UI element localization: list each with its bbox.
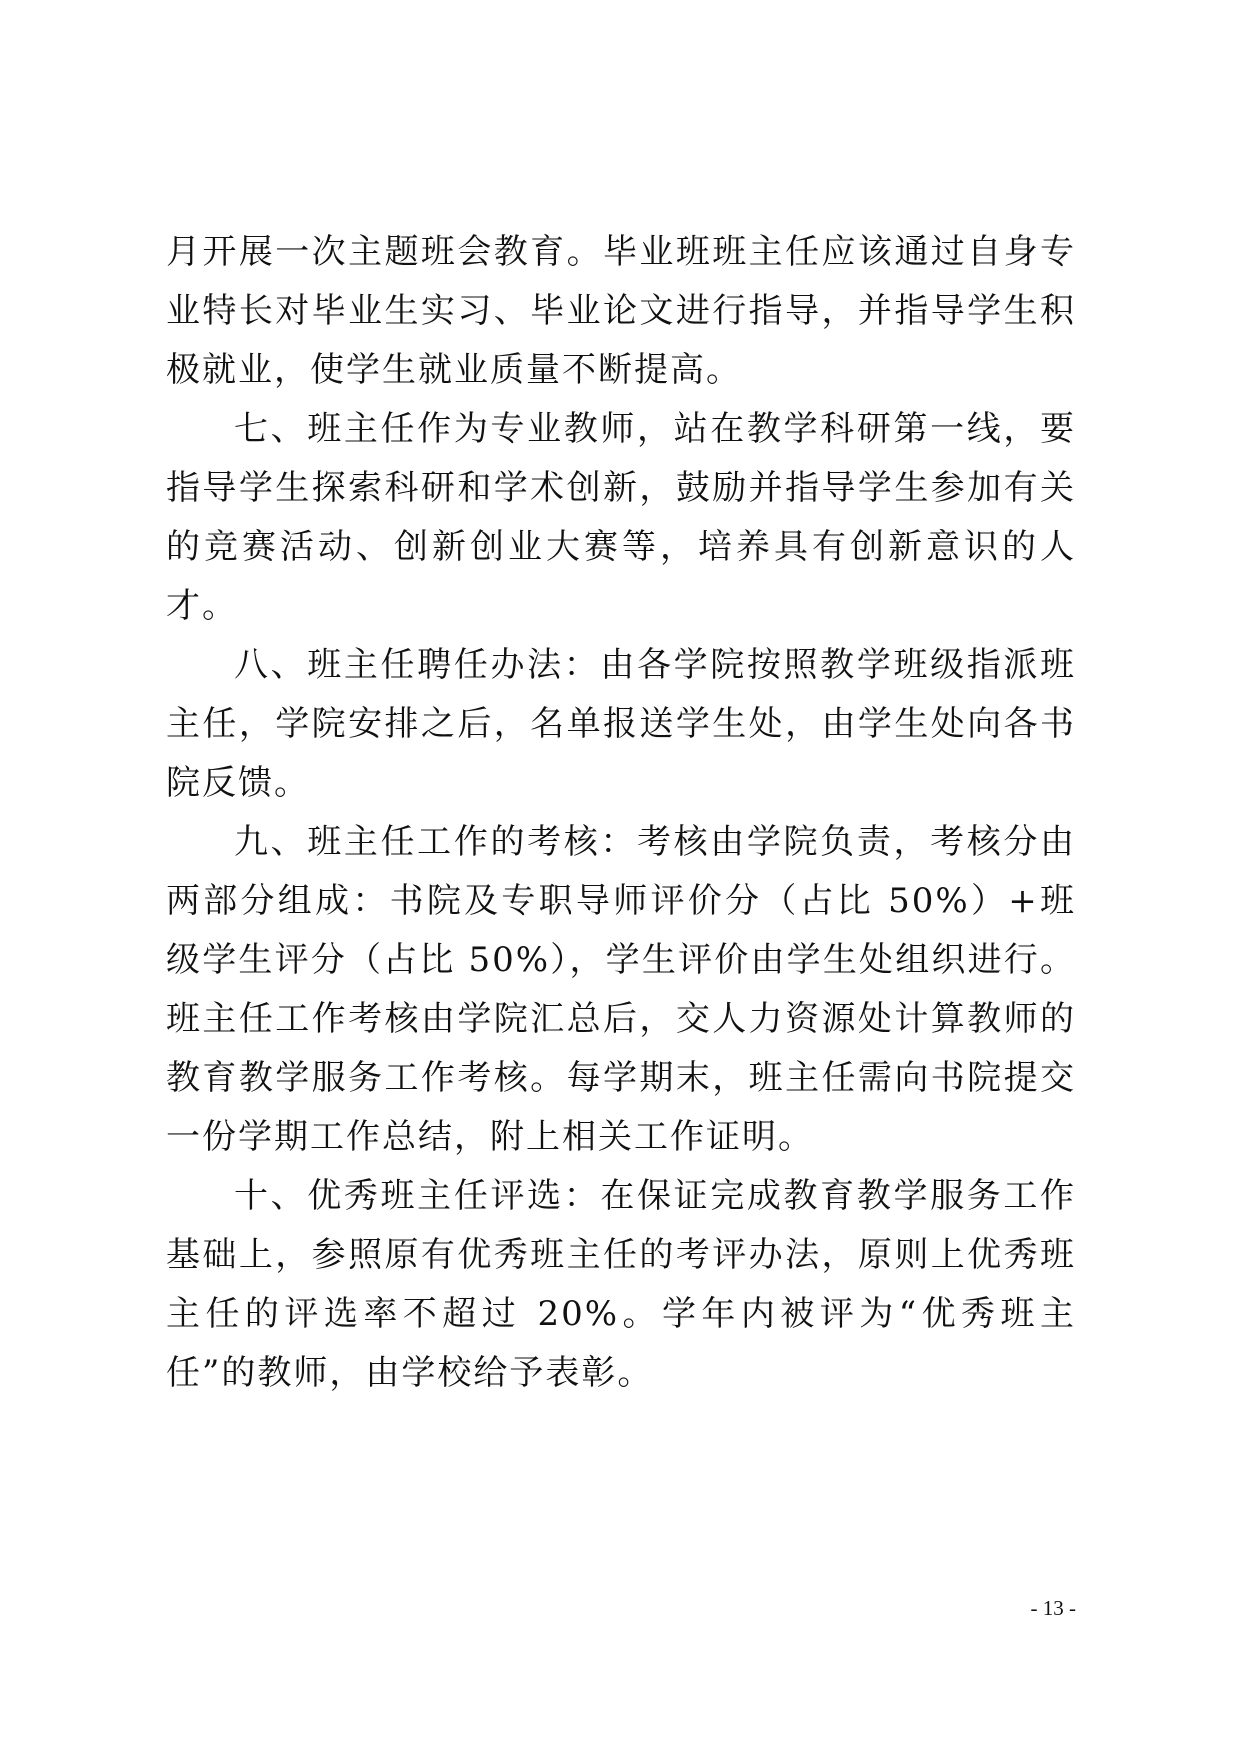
paragraph-item-7: 七、班主任作为专业教师，站在教学科研第一线，要指导学生探索科研和学术创新，鼓励并指导学生参加有关的竞赛活动、创新创业大赛等，培养具有创新意识的人才。 xyxy=(166,409,1076,626)
paragraph-item-8: 八、班主任聘任办法：由各学院按照教学班级指派班主任，学院安排之后，名单报送学生处，由学生处向各书院反馈。 xyxy=(166,645,1076,803)
paragraph-item-9: 九、班主任工作的考核：考核由学院负责，考核分由两部分组成：书院及专职导师评价分（占比 50%）+班级学生评分（占比 50%），学生评价由学生处组织进行。班主任工作考核由学院汇总后，交人力资源处计算教师的教育教学服务工作考核。每学期末，班主任需向书院提交一份学期工作总结，附上相关工作证明。 xyxy=(166,822,1076,1157)
document-body xyxy=(166,223,1076,1403)
paragraph-item-10: 十、优秀班主任评选：在保证完成教育教学服务工作基础上，参照原有优秀班主任的考评办法，原则上优秀班主任的评选率不超过 20%。学年内被评为“优秀班主任”的教师，由学校给予表彰。 xyxy=(166,1176,1076,1393)
page-number: - 13 - xyxy=(1030,1596,1076,1620)
paragraph-continuation: 月开展一次主题班会教育。毕业班班主任应该通过自身专业特长对毕业生实习、毕业论文进行指导，并指导学生积极就业，使学生就业质量不断提高。 xyxy=(166,232,1076,390)
